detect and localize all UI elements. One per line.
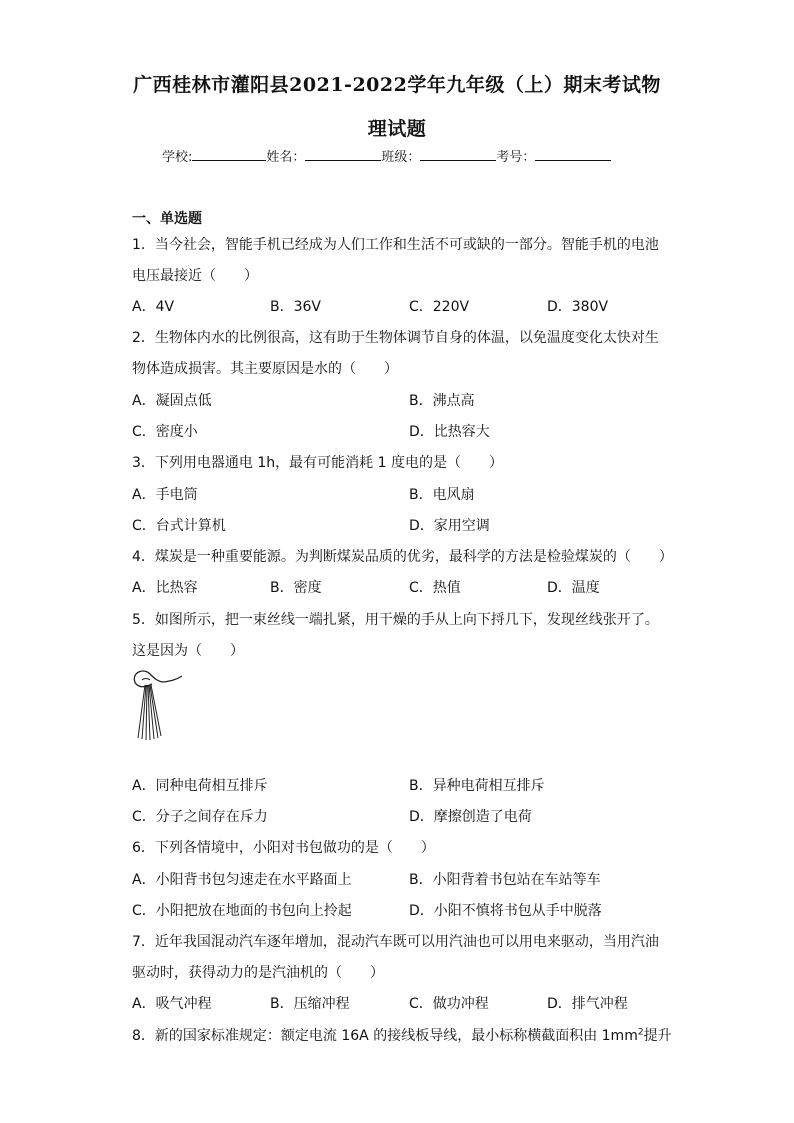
question-line: 驱动时，获得动力的是汽油机的（ ） bbox=[132, 965, 384, 981]
question-line: 1．当今社会，智能手机已经成为人们工作和生活不可或缺的一部分。智能手机的电池 bbox=[132, 237, 659, 253]
option-d[interactable]: D．温度 bbox=[547, 580, 600, 596]
option-c[interactable]: C．热值 bbox=[409, 580, 461, 596]
option-b[interactable]: B．电风扇 bbox=[409, 487, 475, 503]
hand-with-silk-threads-icon bbox=[130, 668, 186, 742]
option-a[interactable]: A．4V bbox=[132, 299, 175, 315]
student-info-row bbox=[162, 146, 611, 165]
option-d[interactable]: D．摩擦创造了电荷 bbox=[409, 809, 532, 825]
question-line bbox=[132, 1025, 672, 1045]
question-line: 物体造成损害。其主要原因是水的（ ） bbox=[132, 361, 398, 377]
option-b[interactable]: B．沸点高 bbox=[409, 393, 475, 409]
class-blank[interactable] bbox=[420, 146, 496, 161]
option-a[interactable]: A．手电筒 bbox=[132, 487, 198, 503]
question-line: 4．煤炭是一种重要能源。为判断煤炭品质的优劣，最科学的方法是检验煤炭的（ ） bbox=[132, 549, 673, 565]
question-line: 电压最接近（ ） bbox=[132, 268, 258, 284]
superscript: 2 bbox=[637, 1027, 644, 1038]
question-line: 这是因为（ ） bbox=[132, 643, 244, 659]
option-a[interactable]: A．比热容 bbox=[132, 580, 198, 596]
option-d[interactable]: D．排气冲程 bbox=[547, 996, 628, 1012]
option-c[interactable]: C．做功冲程 bbox=[409, 996, 489, 1012]
option-b[interactable]: B．小阳背着书包站在车站等车 bbox=[409, 872, 601, 888]
option-a[interactable]: A．吸气冲程 bbox=[132, 996, 212, 1012]
option-b[interactable]: B．异种电荷相互排斥 bbox=[409, 778, 545, 794]
option-d[interactable]: D．小阳不慎将书包从手中脱落 bbox=[409, 903, 602, 919]
option-d[interactable]: D．比热容大 bbox=[409, 424, 490, 440]
option-d[interactable]: D．家用空调 bbox=[409, 518, 490, 534]
question-line: 7．近年我国混动汽车逐年增加，混动汽车既可以用汽油也可以用电来驱动，当用汽油 bbox=[132, 934, 659, 950]
question-line: 3．下列用电器通电 1h，最有可能消耗 1 度电的是（ ） bbox=[132, 455, 503, 471]
question-line: 5．如图所示，把一束丝线一端扎紧，用干燥的手从上向下捋几下，发现丝线张开了。 bbox=[132, 612, 659, 628]
school-blank[interactable] bbox=[192, 146, 266, 161]
exam-title-line1: 广西桂林市灌阳县2021-2022学年九年级（上）期末考试物 bbox=[133, 74, 661, 96]
option-b[interactable]: B．36V bbox=[270, 299, 321, 315]
exam-title-line2: 理试题 bbox=[367, 118, 427, 140]
option-a[interactable]: A．凝固点低 bbox=[132, 393, 212, 409]
question-text: 8．新的国家标准规定：额定电流 16A 的接线板导线，最小标称横截面积由 1mm bbox=[132, 1028, 638, 1044]
name-blank[interactable] bbox=[305, 146, 381, 161]
option-d[interactable]: D．380V bbox=[547, 299, 609, 315]
option-c[interactable]: C．密度小 bbox=[132, 424, 198, 440]
option-c[interactable]: C．分子之间存在斥力 bbox=[132, 809, 268, 825]
option-a[interactable]: A．小阳背书包匀速走在水平路面上 bbox=[132, 872, 352, 888]
exam-no-blank[interactable] bbox=[535, 146, 611, 161]
class-label: 班级： bbox=[381, 150, 421, 165]
option-c[interactable]: C．220V bbox=[409, 299, 470, 315]
option-c[interactable]: C．小阳把放在地面的书包向上拎起 bbox=[132, 903, 352, 919]
section-title: 一、单选题 bbox=[132, 211, 202, 227]
question-line: 6．下列各情境中，小阳对书包做功的是（ ） bbox=[132, 840, 435, 856]
option-c[interactable]: C．台式计算机 bbox=[132, 518, 226, 534]
school-label: 学校: bbox=[162, 150, 193, 165]
option-a[interactable]: A．同种电荷相互排斥 bbox=[132, 778, 268, 794]
question-text: 提升 bbox=[643, 1028, 672, 1044]
option-b[interactable]: B．密度 bbox=[270, 580, 322, 596]
question-line: 2．生物体内水的比例很高，这有助于生物体调节自身的体温，以免温度变化太快对生 bbox=[132, 330, 659, 346]
exam-no-label: 考号： bbox=[496, 150, 536, 165]
name-label: 姓名： bbox=[266, 150, 306, 165]
option-b[interactable]: B．压缩冲程 bbox=[270, 996, 350, 1012]
